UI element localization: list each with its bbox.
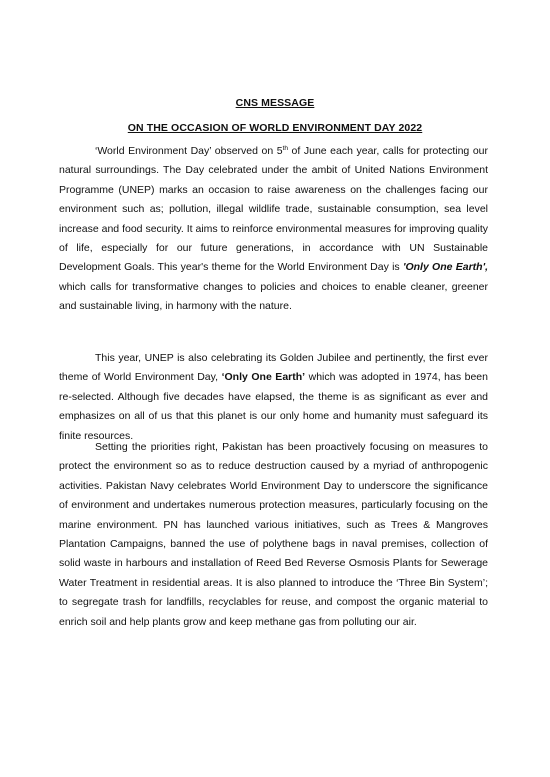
paragraph-2-text-b: which was adopted in 1974, has been re-selected. Although five decades have elapsed, the theme is as significant as ever and emphasizes on all of us that this planet is our only home and humanity must safeguard its finite resources.	[59, 371, 488, 442]
theme-emphasis: ‘Only One Earth’	[221, 371, 306, 384]
paragraph-2	[59, 349, 488, 446]
theme-emphasis: 'Only One Earth',	[402, 261, 488, 274]
ordinal-suffix: th	[282, 145, 288, 152]
paragraph-1	[59, 142, 488, 317]
page-title: CNS MESSAGE	[235, 97, 315, 109]
paragraph-1-text-b: of June each year, calls for protecting our natural surroundings. The Day celebrated under the ambit of United Nations Environment Programme (UNEP) marks an occasion to raise awareness on the challenges facing our environment such as; pollution, illegal wildlife trade, sustainable consumption, sea level increase and food security. It aims to reinforce environmental measures for improving quality of life, especially for our future generations, in accordance with UN Sustainable Development Goals. This year's theme for the World Environment Day is	[59, 145, 488, 274]
paragraph-3-text: Setting the priorities right, Pakistan has been proactively focusing on measures to protect the environment so as to reduce destruction caused by a myriad of anthropogenic activities. Pakistan Navy celebrates World Environment Day to underscore the significance of environment and undertakes numerous protection measures, particularly focusing on the marine environment. PN has launched various initiatives, such as Trees & Mangroves Plantation Campaigns, banned the use of polythene bags in naval premises, collection of solid waste in harbours and installation of Reed Bed Reverse Osmosis Plants for Sewerage Water Treatment in residential areas. It is also planned to introduce the ‘Three Bin System’; to segregate trash for landfills, recyclables for reuse, and compost the organic material to enrich soil and help plants grow and keep methane gas from polluting our air.	[59, 441, 488, 628]
paragraph-1-text-a: ‘World Environment Day’ observed on 5	[95, 145, 283, 157]
paragraph-1-text-c: which calls for transformative changes to policies and choices to enable cleaner, greener and sustainable living, in harmony with the nature.	[59, 280, 488, 313]
page-subtitle: ON THE OCCASION OF WORLD ENVIRONMENT DAY 2022	[127, 122, 423, 134]
paragraph-2-text-a: This year, UNEP is also celebrating its Golden Jubilee and pertinently, the first ever theme of World Environment Day,	[59, 352, 488, 384]
paragraph-3	[59, 438, 488, 632]
